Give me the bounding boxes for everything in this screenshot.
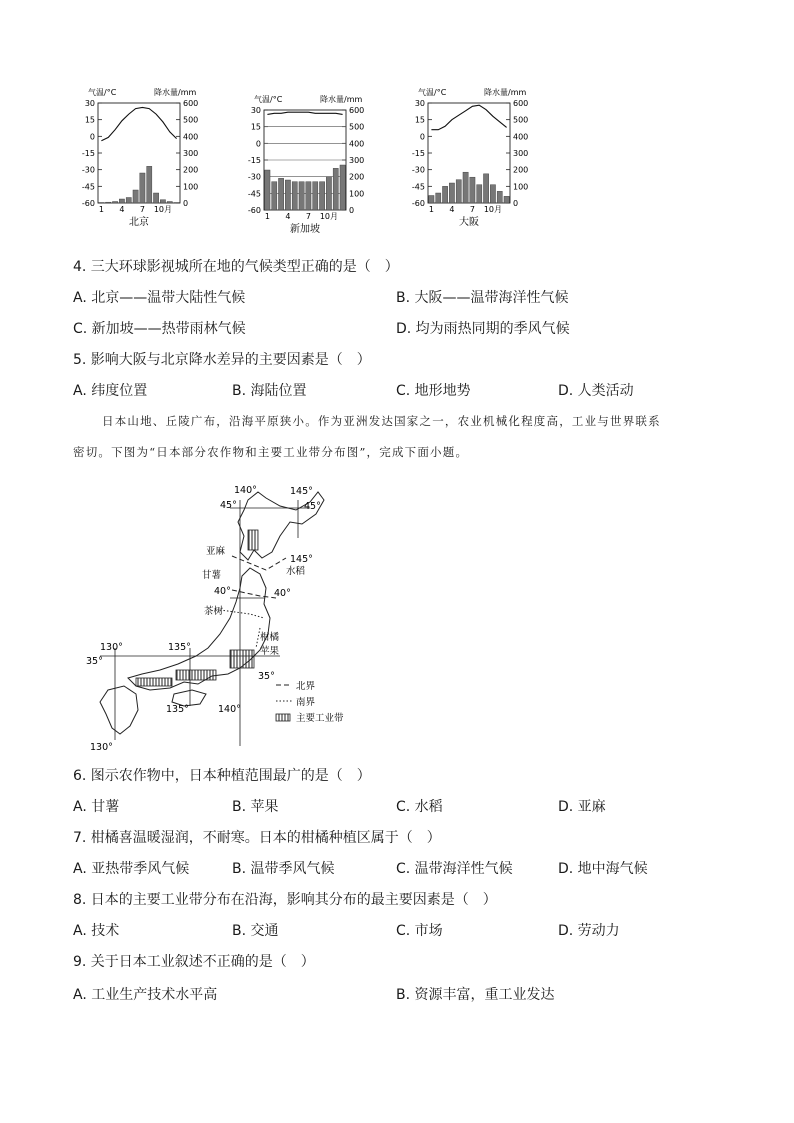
- legend-industry-swatch: [276, 714, 290, 721]
- q6-option-c[interactable]: C. 水稻: [396, 799, 443, 815]
- passage-line-1: 日本山地、丘陵广布，沿海平原狭小。作为亚洲发达国家之一，农业机械化程度高，工业与世界联系: [102, 414, 661, 428]
- precip-tick-label: 100: [183, 182, 199, 192]
- precip-bar: [133, 190, 138, 203]
- precip-bar: [112, 202, 117, 204]
- temp-axis-label: 气温/°C: [88, 88, 117, 97]
- month-tick-label: 7: [305, 212, 311, 221]
- japan-crop-industry-map: [80, 478, 370, 756]
- precip-bar: [497, 191, 502, 203]
- industry-belt-hokkaido: [248, 530, 258, 550]
- map-lat-40-right: 40°: [274, 588, 291, 599]
- month-tick-label: 1: [428, 205, 434, 214]
- question-7-stem: 7. 柑橘喜温暖湿润，不耐寒。日本的柑橘种植区属于（ ）: [73, 830, 441, 846]
- precip-bar: [147, 166, 152, 203]
- q4-option-a[interactable]: A. 北京——温带大陆性气候: [73, 290, 246, 306]
- month-tick-label: 10月: [153, 205, 173, 214]
- precip-tick-label: 600: [513, 99, 529, 108]
- precip-tick-label: 300: [183, 149, 199, 158]
- q7-option-b[interactable]: B. 温带季风气候: [232, 861, 335, 877]
- industry-belt-kanto: [230, 650, 254, 668]
- question-6-stem: 6. 图示农作物中，日本种植范围最广的是（ ）: [73, 768, 371, 784]
- temp-tick-label: -60: [411, 199, 425, 208]
- month-tick-label: 7: [469, 205, 475, 214]
- temp-tick-label: 15: [414, 115, 425, 125]
- precip-bar: [167, 202, 172, 204]
- precip-bar: [306, 182, 311, 210]
- precip-bar: [126, 198, 131, 204]
- map-lat-40-left: 40°: [214, 586, 231, 597]
- legend-south-label: 南界: [296, 697, 316, 708]
- month-tick-label: 4: [119, 205, 125, 214]
- precip-tick-label: 400: [349, 139, 365, 149]
- map-crop-shuidao: 水稻: [286, 566, 306, 577]
- q6-option-a[interactable]: A. 甘薯: [73, 799, 120, 815]
- map-lon-135-mid: 135°: [168, 642, 191, 653]
- q5-option-b[interactable]: B. 海陆位置: [232, 383, 307, 399]
- precip-bar: [326, 177, 331, 210]
- precip-tick-label: 300: [513, 149, 529, 158]
- precip-bar: [436, 193, 441, 203]
- map-lon-130-bottom: 130°: [90, 742, 113, 753]
- temp-tick-label: 15: [84, 115, 95, 125]
- temp-curve: [101, 107, 176, 140]
- precip-bar: [340, 165, 345, 210]
- temp-tick-label: 0: [89, 132, 95, 142]
- precip-bar: [456, 180, 461, 203]
- map-lon-145-mid: 145°: [290, 554, 313, 565]
- precip-bar: [119, 199, 124, 203]
- precip-tick-label: 200: [349, 172, 365, 182]
- legend-industry-label: 主要工业带: [296, 713, 344, 724]
- question-4-stem: 4. 三大环球影视城所在地的气候类型正确的是（ ）: [73, 259, 399, 275]
- question-5-stem: 5. 影响大阪与北京降水差异的主要因素是（ ）: [73, 352, 371, 368]
- map-lon-140-top: 140°: [234, 485, 257, 496]
- map-lat-35-left: 35°: [86, 656, 103, 667]
- map-crop-pingguo: 苹果: [260, 646, 280, 657]
- precip-bar: [313, 182, 318, 210]
- temp-tick-label: 0: [419, 132, 425, 142]
- precip-axis-label: 降水量/mm: [484, 88, 527, 97]
- map-lat-45-left: 45°: [220, 500, 237, 511]
- precip-tick-label: 0: [349, 206, 355, 215]
- precip-bar: [272, 182, 277, 210]
- map-lon-145-top: 145°: [290, 486, 313, 497]
- precip-tick-label: 200: [513, 165, 529, 175]
- map-crop-yama: 亚麻: [206, 546, 226, 557]
- temp-tick-label: 0: [255, 139, 261, 149]
- q9-option-a[interactable]: A. 工业生产技术水平高: [73, 987, 218, 1003]
- precip-tick-label: 300: [349, 156, 365, 165]
- temp-tick-label: -60: [81, 199, 95, 208]
- crop-boundary-south: [220, 610, 264, 618]
- map-lat-35-right: 35°: [258, 671, 275, 682]
- temp-tick-label: -15: [411, 149, 425, 158]
- precip-bar: [490, 185, 495, 203]
- precip-bar: [160, 200, 165, 203]
- precip-tick-label: 600: [183, 99, 199, 108]
- month-tick-label: 10月: [319, 212, 339, 221]
- question-8-stem: 8. 日本的主要工业带分布在沿海，影响其分布的最主要因素是（ ）: [73, 892, 497, 908]
- month-tick-label: 10月: [483, 205, 503, 214]
- month-tick-label: 1: [98, 205, 104, 214]
- temp-curve: [431, 105, 506, 130]
- precip-bar: [99, 203, 104, 204]
- q5-option-c[interactable]: C. 地形地势: [396, 383, 471, 399]
- precip-bar: [449, 183, 454, 203]
- climate-chart-singapore: [248, 94, 364, 235]
- precip-bar: [319, 182, 324, 210]
- map-crop-chashu: 茶树: [204, 606, 224, 617]
- q8-option-c[interactable]: C. 市场: [396, 923, 443, 939]
- precip-bar: [285, 180, 290, 210]
- temp-tick-label: -60: [247, 206, 261, 215]
- temp-tick-label: -30: [247, 172, 261, 182]
- q8-option-a[interactable]: A. 技术: [73, 923, 120, 939]
- city-name: 大阪: [459, 217, 479, 228]
- temp-tick-label: 15: [250, 122, 261, 132]
- precip-bar: [174, 203, 179, 204]
- precip-tick-label: 600: [349, 106, 365, 115]
- month-tick-label: 7: [139, 205, 145, 214]
- precip-tick-label: 500: [349, 122, 365, 132]
- map-legend: [276, 680, 344, 724]
- temp-tick-label: 30: [84, 99, 95, 108]
- city-name: 新加坡: [290, 224, 320, 235]
- precip-bar: [429, 196, 434, 204]
- plot-frame: [98, 103, 180, 203]
- precip-bar: [463, 172, 468, 203]
- q6-option-b[interactable]: B. 苹果: [232, 799, 279, 815]
- temp-axis-label: 气温/°C: [254, 95, 283, 104]
- temp-tick-label: -45: [81, 182, 95, 192]
- precip-bar: [140, 173, 145, 203]
- temp-tick-label: -45: [411, 182, 425, 192]
- question-9-stem: 9. 关于日本工业叙述不正确的是（ ）: [73, 954, 315, 970]
- precip-tick-label: 0: [513, 199, 519, 208]
- temp-tick-label: 30: [250, 106, 261, 115]
- precip-bar: [477, 185, 482, 203]
- q4-option-d[interactable]: D. 均为雨热同期的季风气候: [396, 321, 570, 337]
- precip-tick-label: 500: [183, 115, 199, 125]
- temp-tick-label: -30: [81, 165, 95, 175]
- temp-tick-label: -45: [247, 189, 261, 199]
- q7-option-a[interactable]: A. 亚热带季风气候: [73, 861, 190, 877]
- q4-option-b[interactable]: B. 大阪——温带海洋性气候: [396, 290, 569, 306]
- precip-bar: [278, 178, 283, 210]
- q5-option-a[interactable]: A. 纬度位置: [73, 383, 148, 399]
- precip-bar: [333, 168, 338, 210]
- city-name: 北京: [129, 217, 149, 228]
- temp-tick-label: 30: [414, 99, 425, 108]
- climate-chart-beijing: [82, 87, 198, 228]
- industry-belt-hanshin: [176, 670, 216, 680]
- precip-bar: [265, 170, 270, 210]
- precip-bar: [292, 182, 297, 210]
- kyushu-outline: [100, 686, 138, 734]
- month-tick-label: 4: [449, 205, 455, 214]
- precip-bar: [470, 177, 475, 203]
- precip-tick-label: 100: [513, 182, 529, 192]
- legend-north-label: 北界: [296, 681, 316, 692]
- precip-tick-label: 400: [183, 132, 199, 142]
- precip-bar: [483, 174, 488, 203]
- q4-option-c[interactable]: C. 新加坡——热带雨林气候: [73, 321, 246, 337]
- precip-tick-label: 0: [183, 199, 189, 208]
- map-crop-ganju: 柑橘: [260, 632, 280, 643]
- q7-option-c[interactable]: C. 温带海洋性气候: [396, 861, 513, 877]
- q9-option-b[interactable]: B. 资源丰富，重工业发达: [396, 987, 555, 1003]
- precip-bar: [504, 196, 509, 203]
- precip-axis-label: 降水量/mm: [154, 88, 197, 97]
- month-tick-label: 4: [285, 212, 291, 221]
- map-lat-45-right: 45°: [304, 501, 321, 512]
- q8-option-d[interactable]: D. 劳动力: [558, 923, 620, 939]
- temp-tick-label: -15: [247, 156, 261, 165]
- temp-tick-label: -15: [81, 149, 95, 158]
- precip-tick-label: 100: [349, 189, 365, 199]
- precip-tick-label: 500: [513, 115, 529, 125]
- precip-axis-label: 降水量/mm: [320, 95, 363, 104]
- precip-bar: [106, 202, 111, 203]
- q7-option-d[interactable]: D. 地中海气候: [558, 861, 648, 877]
- precip-tick-label: 400: [513, 132, 529, 142]
- temp-curve: [267, 112, 342, 114]
- precip-bar: [442, 186, 447, 203]
- temp-tick-label: -30: [411, 165, 425, 175]
- map-lon-135-bottom: 135°: [166, 704, 189, 715]
- q5-option-d[interactable]: D. 人类活动: [558, 383, 634, 399]
- map-crop-ganshu: 甘薯: [202, 570, 222, 581]
- q6-option-d[interactable]: D. 亚麻: [558, 799, 606, 815]
- map-lon-130-left: 130°: [100, 642, 123, 653]
- map-lon-140-bottom: 140°: [218, 704, 241, 715]
- climate-chart-osaka: [412, 87, 528, 228]
- q8-option-b[interactable]: B. 交通: [232, 923, 279, 939]
- month-tick-label: 1: [264, 212, 270, 221]
- precip-bar: [299, 182, 304, 210]
- passage-line-2: 密切。下图为“日本部分农作物和主要工业带分布图”，完成下面小题。: [73, 445, 469, 459]
- precip-bar: [153, 193, 158, 203]
- temp-axis-label: 气温/°C: [418, 88, 447, 97]
- precip-tick-label: 200: [183, 165, 199, 175]
- industry-belt-setouchi: [136, 678, 172, 686]
- climate-charts: [0, 0, 794, 250]
- plot-frame: [428, 103, 510, 203]
